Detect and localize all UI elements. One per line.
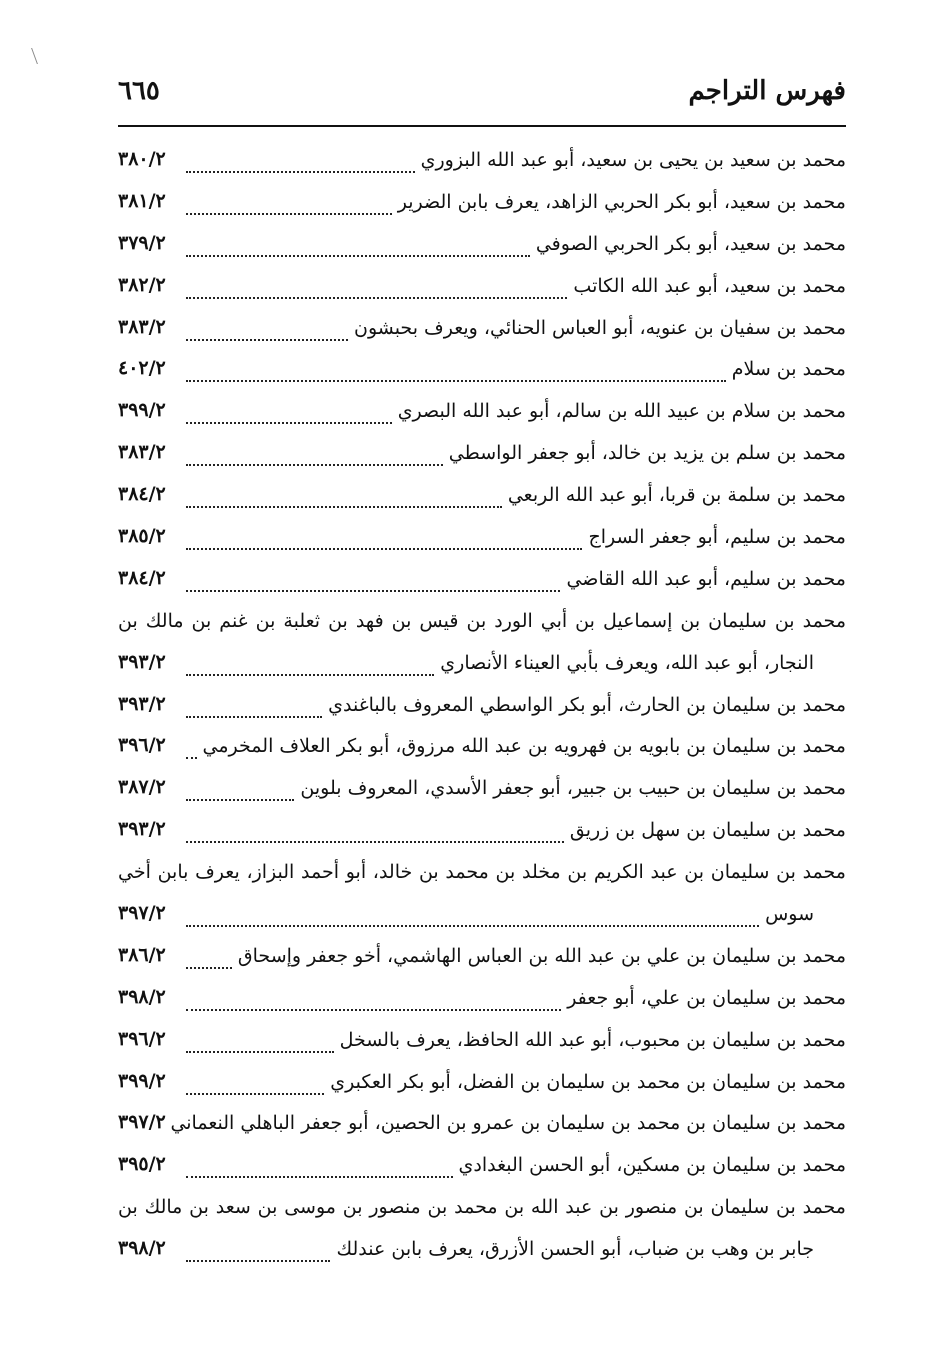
entry-name: محمد بن سليمان بن حبيب بن جبير، أبو جعفر الأسدي، المعروف بلوين	[300, 777, 846, 800]
entry-line	[118, 522, 846, 564]
volume-page-reference: ٣٩٧/٢	[118, 1111, 166, 1134]
margin-mark	[31, 48, 50, 64]
dot-leader	[186, 438, 443, 480]
entry-line	[118, 187, 846, 229]
volume-page-reference: ٣٨٢/٢	[118, 273, 166, 296]
entry-line	[118, 899, 846, 941]
entry-line	[118, 271, 846, 313]
volume-page-reference: ٣٩٨/٢	[118, 1237, 166, 1260]
entry-line	[118, 354, 846, 396]
entry-line	[118, 773, 846, 815]
volume-page-reference: ٣٩٩/٢	[118, 1069, 166, 1092]
entry-name: محمد بن سليمان بن منصور بن عبد الله بن محمد بن منصور بن موسى بن سعد بن مالك بن	[118, 1196, 846, 1219]
entry-name: محمد بن سعيد، أبو بكر الحربي الصوفي	[535, 232, 846, 255]
entry-line	[118, 1192, 846, 1234]
dot-leader	[186, 1025, 334, 1067]
index-entry	[118, 438, 846, 480]
index-entry	[118, 145, 846, 187]
index-entry	[118, 396, 846, 438]
entry-line	[118, 983, 846, 1025]
dot-leader	[186, 187, 392, 229]
entry-line	[118, 1150, 846, 1192]
volume-page-reference: ٣٩٣/٢	[118, 818, 166, 841]
dot-leader	[186, 983, 561, 1025]
entry-name: محمد بن سليمان بن الحارث، أبو بكر الواسطي المعروف بالباغندي	[328, 693, 846, 716]
volume-page-reference: ٣٩٣/٢	[118, 692, 166, 715]
index-entry	[118, 857, 846, 941]
entry-line	[118, 396, 846, 438]
volume-page-reference: ٣٩٧/٢	[118, 902, 166, 925]
entry-name: محمد بن سفيان بن عنويه، أبو العباس الحنائي، ويعرف بحبشون	[353, 316, 846, 339]
index-entry	[118, 941, 846, 983]
index-entry	[118, 1067, 846, 1109]
entry-name: محمد بن سليمان بن محمد بن سليمان بن الفضل، أبو بكر العكبري	[330, 1070, 846, 1093]
volume-page-reference: ٣٨٤/٢	[118, 566, 166, 589]
entry-name: محمد بن سليمان بن سهل بن زريق	[569, 819, 846, 842]
index-entry	[118, 229, 846, 271]
entry-name: محمد بن سليم، أبو جعفر السراج	[588, 526, 846, 549]
entry-name: محمد بن سلام	[731, 358, 846, 381]
volume-page-reference: ٤٠٢/٢	[118, 357, 166, 380]
entry-line	[118, 1067, 846, 1109]
index-entry	[118, 522, 846, 564]
index-entry	[118, 773, 846, 815]
volume-page-reference: ٣٨١/٢	[118, 189, 166, 212]
page-number: ٦٦٥	[118, 76, 160, 106]
entry-name: محمد بن سعيد، أبو عبد الله الكاتب	[573, 274, 846, 297]
entry-line	[118, 145, 846, 187]
entry-name: محمد بن سليمان بن مسكين، أبو الحسن البغدادي	[458, 1154, 846, 1177]
volume-page-reference: ٣٩٦/٢	[118, 1027, 166, 1050]
dot-leader	[186, 1067, 324, 1109]
entry-name-continued: سوس	[765, 903, 814, 926]
page-header	[118, 70, 846, 110]
biography-index-list	[118, 145, 846, 1276]
volume-page-reference: ٣٨٠/٢	[118, 148, 166, 170]
volume-page-reference: ٣٨٤/٢	[118, 483, 166, 506]
dot-leader	[186, 229, 530, 271]
entry-line	[118, 1108, 846, 1150]
volume-page-reference: ٣٩٣/٢	[118, 650, 166, 673]
dot-leader	[186, 522, 582, 564]
dot-leader	[186, 731, 197, 773]
header-rule	[118, 125, 846, 127]
index-entry	[118, 1108, 846, 1150]
volume-page-reference: ٣٩٥/٢	[118, 1153, 166, 1176]
volume-page-reference: ٣٨٣/٢	[118, 315, 166, 338]
dot-leader	[186, 564, 560, 606]
volume-page-reference: ٣٨٦/٢	[118, 943, 166, 966]
index-entry	[118, 606, 846, 690]
entry-line	[118, 648, 846, 690]
entry-name: محمد بن سليمان بن علي بن عبد الله بن العباس الهاشمي، أخو جعفر وإسحاق	[237, 944, 846, 967]
entry-line	[118, 229, 846, 271]
entry-line	[118, 857, 846, 899]
index-entry	[118, 690, 846, 732]
entry-name: محمد بن سليم، أبو عبد الله القاضي	[566, 567, 846, 590]
entry-name: محمد بن سلم بن يزيد بن خالد، أبو جعفر الواسطي	[448, 442, 846, 465]
index-entry	[118, 354, 846, 396]
index-entry	[118, 1150, 846, 1192]
entry-line	[118, 941, 846, 983]
dot-leader	[186, 145, 415, 187]
entry-line	[118, 606, 846, 648]
entry-line	[118, 313, 846, 355]
index-entry	[118, 480, 846, 522]
dot-leader	[186, 899, 759, 941]
volume-page-reference: ٣٩٩/٢	[118, 399, 166, 422]
index-entry	[118, 815, 846, 857]
index-entry	[118, 271, 846, 313]
entry-name: محمد بن سليمان بن عبد الكريم بن مخلد بن محمد بن خالد، أبو أحمد البزاز، يعرف بابن أخي	[118, 861, 846, 884]
index-entry	[118, 564, 846, 606]
dot-leader	[186, 396, 392, 438]
volume-page-reference: ٣٨٣/٢	[118, 441, 166, 464]
volume-page-reference: ٣٧٩/٢	[118, 231, 166, 254]
entry-name: محمد بن سليمان بن علي، أبو جعفر	[567, 986, 846, 1009]
volume-page-reference: ٣٩٦/٢	[118, 734, 166, 757]
dot-leader	[186, 1234, 330, 1276]
dot-leader	[186, 1150, 453, 1192]
index-entry	[118, 983, 846, 1025]
entry-line	[118, 438, 846, 480]
entry-line	[118, 731, 846, 773]
dot-leader	[186, 648, 434, 690]
volume-page-reference: ٣٩٨/٢	[118, 985, 166, 1008]
dot-leader	[186, 313, 348, 355]
dot-leader	[186, 271, 567, 313]
index-entry	[118, 1192, 846, 1276]
entry-name-continued: النجار، أبو عبد الله، ويعرف بأبي العيناء الأنصاري	[440, 651, 814, 674]
entry-line	[118, 690, 846, 732]
dot-leader	[186, 815, 564, 857]
index-entry	[118, 187, 846, 229]
entry-line	[118, 564, 846, 606]
entry-name: محمد بن سلمة بن قربا، أبو عبد الله الربعي	[507, 484, 846, 507]
dot-leader	[186, 941, 232, 983]
volume-page-reference: ٣٨٧/٢	[118, 776, 166, 799]
entry-line	[118, 480, 846, 522]
entry-name: محمد بن سليمان بن إسماعيل بن أبي الورد بن قيس بن فهد بن ثعلبة بن غنم بن مالك بن	[118, 609, 846, 632]
entry-line	[118, 815, 846, 857]
entry-name: محمد بن سعيد بن يحيى بن سعيد، أبو عبد الله البزوري	[420, 149, 846, 171]
dot-leader	[186, 690, 322, 732]
entry-name: محمد بن سليمان بن محبوب، أبو عبد الله الحافظ، يعرف بالسخل	[339, 1028, 846, 1051]
entry-name-continued: جابر بن وهب بن ضباب، أبو الحسن الأزرق، يعرف بابن عندلك	[336, 1238, 814, 1261]
index-entry	[118, 731, 846, 773]
entry-name: محمد بن سلام بن عبيد الله بن سالم، أبو عبد الله البصري	[397, 400, 846, 423]
entry-name: محمد بن سليمان بن بابويه بن فهرويه بن عبد الله مرزوق، أبو بكر العلاف المخرمي	[202, 735, 846, 758]
entry-name: محمد بن سليمان بن محمد بن سليمان بن عمرو بن الحصين، أبو جعفر الباهلي النعماني	[170, 1112, 846, 1135]
entry-line	[118, 1234, 846, 1276]
volume-page-reference: ٣٨٥/٢	[118, 525, 166, 548]
index-entry	[118, 313, 846, 355]
page-title: فهرس التراجم	[688, 76, 846, 106]
dot-leader	[186, 354, 726, 396]
dot-leader	[186, 773, 294, 815]
entry-line	[118, 1025, 846, 1067]
index-entry	[118, 1025, 846, 1067]
entry-name: محمد بن سعيد، أبو بكر الحربي الزاهد، يعرف بابن الضرير	[397, 190, 846, 213]
dot-leader	[186, 480, 502, 522]
